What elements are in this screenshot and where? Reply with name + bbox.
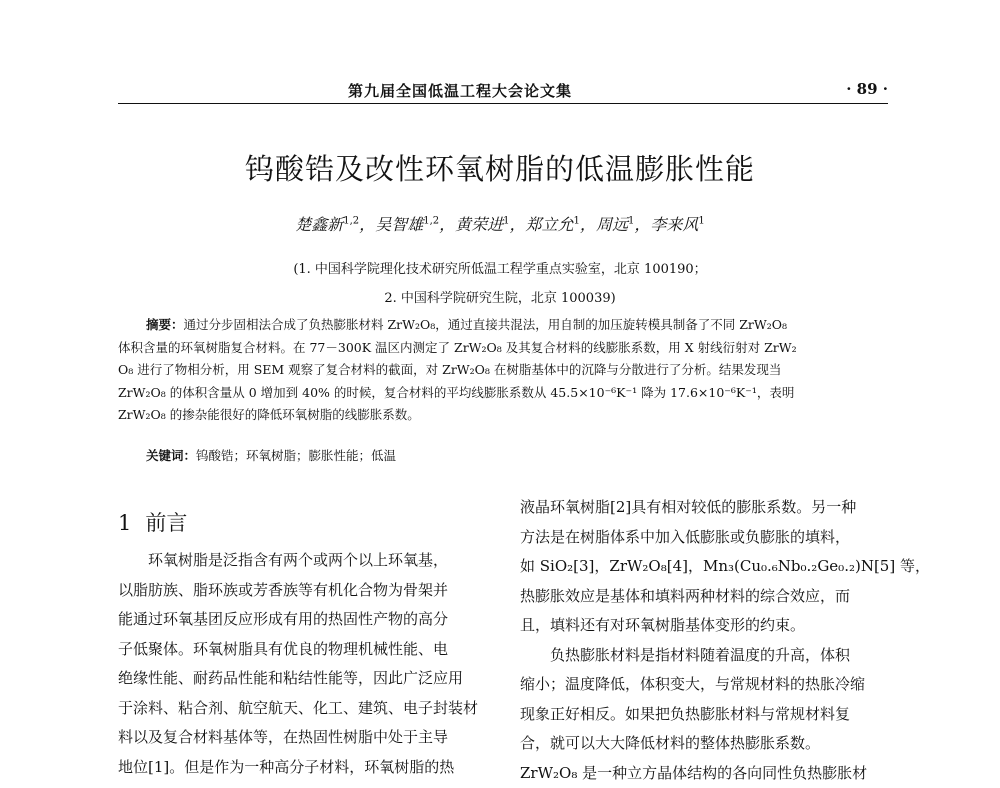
author-affiliation-mark: 1: [698, 216, 704, 227]
abstract-label: 摘要：: [146, 317, 184, 332]
body-line: 料以及复合材料基体等，在热固性树脂中处于主导: [118, 723, 490, 753]
author-name: 吴智雄: [375, 215, 423, 234]
author-name: 周远: [596, 215, 628, 234]
body-line: 于涂料、粘合剂、航空航天、化工、建筑、电子封装材: [118, 694, 490, 724]
running-header: [118, 80, 888, 102]
body-line: 以脂肪族、脂环族或芳香族等有机化合物为骨架并: [118, 576, 490, 606]
keywords: [146, 446, 396, 464]
section-heading: [118, 507, 187, 537]
body-line: ZrW₂O₈ 是一种立方晶体结构的各向同性负热膨胀材: [520, 759, 892, 788]
abstract: [118, 314, 890, 427]
right-column: [520, 493, 892, 788]
body-line: 环氧树脂是泛指含有两个或两个以上环氧基，: [118, 546, 490, 576]
left-column: [118, 546, 490, 782]
affiliation-line-1: (1. 中国科学院理化技术研究所低温工程学重点实验室，北京 100190；: [0, 258, 1000, 277]
author-affiliation-mark: 1: [628, 216, 634, 227]
body-line: 液晶环氧树脂[2]具有相对较低的膨胀系数。另一种: [520, 493, 892, 523]
author-name: 楚鑫新: [295, 215, 343, 234]
body-line: 缩小；温度降低，体积变大，与常规材料的热胀冷缩: [520, 670, 892, 700]
body-line: 负热膨胀材料是指材料随着温度的升高，体积: [520, 641, 892, 671]
body-line: 地位[1]。但是作为一种高分子材料，环氧树脂的热: [118, 753, 490, 783]
body-line: 合，就可以大大降低材料的整体热膨胀系数。: [520, 729, 892, 759]
affiliation-line-2: 2. 中国科学院研究生院，北京 100039): [0, 287, 1000, 306]
section-number: 1: [118, 511, 131, 535]
header-rule: [118, 103, 888, 104]
body-line: 现象正好相反。如果把负热膨胀材料与常规材料复: [520, 700, 892, 730]
author-name: 郑立允: [526, 215, 574, 234]
abstract-line: ZrW₂O₈ 的掺杂能很好的降低环氧树脂的线膨胀系数。: [118, 404, 890, 427]
keywords-label: 关键词：: [146, 448, 196, 463]
author-name: 李来风: [650, 215, 698, 234]
body-line: 绝缘性能、耐药品性能和粘结性能等，因此广泛应用: [118, 664, 490, 694]
body-line: 子低聚体。环氧树脂具有优良的物理机械性能、电: [118, 635, 490, 665]
journal-title: 第九届全国低温工程大会论文集: [348, 80, 572, 101]
section-title: 前言: [145, 511, 187, 535]
keywords-text: 钨酸锆；环氧树脂；膨胀性能；低温: [196, 448, 396, 463]
abstract-line: 体积含量的环氧树脂复合材料。在 77－300K 温区内测定了 ZrW₂O₈ 及其复合材料的线膨胀系数，用 X 射线衍射对 ZrW₂: [118, 337, 890, 360]
author-affiliation-mark: 1: [574, 216, 580, 227]
author-list: 楚鑫新$^{1,2}$，吴智雄$^{1,2}$，黄荣进$^1$，郑立允$^1$，周远$^1$，李来风$^1$: [0, 212, 1000, 235]
abstract-line: 摘要：通过分步固相法合成了负热膨胀材料 ZrW₂O₈，通过直接共混法，用自制的加压旋转模具制备了不同 ZrW₂O₈: [118, 314, 890, 337]
abstract-line: ZrW₂O₈ 的体积含量从 0 增加到 40% 的时候，复合材料的平均线膨胀系数从 45.5×10⁻⁶K⁻¹ 降为 17.6×10⁻⁶K⁻¹，表明: [118, 382, 890, 405]
paper-title: 钨酸锆及改性环氧树脂的低温膨胀性能: [0, 147, 1000, 188]
author-name: 黄荣进: [455, 215, 503, 234]
body-line: 方法是在树脂体系中加入低膨胀或负膨胀的填料，: [520, 523, 892, 553]
body-line: 热膨胀效应是基体和填料两种材料的综合效应，而: [520, 582, 892, 612]
author-affiliation-mark: 1,2: [343, 216, 359, 227]
abstract-line: O₈ 进行了物相分析，用 SEM 观察了复合材料的截面，对 ZrW₂O₈ 在树脂基体中的沉降与分散进行了分析。结果发现当: [118, 359, 890, 382]
page-number: · 89 ·: [846, 80, 888, 98]
body-line: 且，填料还有对环氧树脂基体变形的约束。: [520, 611, 892, 641]
body-line: 能通过环氧基团反应形成有用的热固性产物的高分: [118, 605, 490, 635]
author-affiliation-mark: 1,2: [423, 216, 439, 227]
author-affiliation-mark: 1: [503, 216, 509, 227]
body-line: 如 SiO₂[3]，ZrW₂O₈[4]，Mn₃(Cu₀.₆Nb₀.₂Ge₀.₂)N[5] 等，: [520, 552, 892, 582]
